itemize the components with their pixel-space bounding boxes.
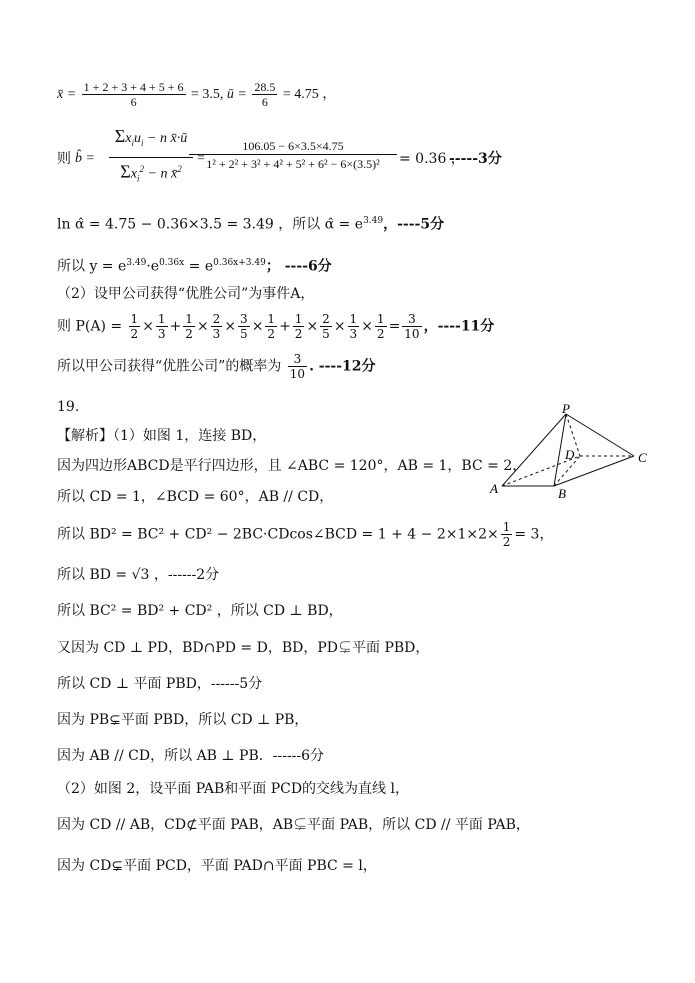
prob-prefix: 则 P(A) = — [57, 318, 123, 335]
conclusion-line — [57, 352, 376, 381]
part2-setup: （2）如图 2，设平面 PAB和平面 PCD的交线为直线 l， — [57, 781, 409, 797]
label-p: P — [562, 404, 570, 416]
score-12: . ----12分 — [309, 358, 376, 375]
label-b: B — [558, 486, 566, 501]
score-3: -----3分 — [449, 151, 502, 167]
b-hat-numeric-fraction — [189, 138, 397, 173]
label-a: A — [490, 481, 498, 496]
label-d: D — [565, 447, 575, 462]
bd-cos-den: 2 — [502, 535, 511, 549]
pyramid-figure — [488, 404, 658, 504]
parallelogram-given: 因为四边形ABCD是平行四边形，且 ∠ABC = 120°，AB = 1，BC = 2， — [57, 458, 527, 474]
ln-alpha-exp: 3.49 — [363, 216, 384, 226]
cd-perp-pd: 又因为 CD ⊥ PD，BD∩PD = D，BD，PD⊊平面 PBD， — [57, 640, 430, 656]
score-11: ，----11分 — [423, 318, 495, 335]
b-hat-numerator: 106.05 − 6×3.5×4.75 — [242, 139, 344, 153]
bd-cosine-law — [57, 520, 553, 549]
xbar-formula: x̄ = $\frac{1 + 2 + 3 + 4 + 5 + 6}{6}$ = 3.5, ū = $\frac{28.5}{6}$ = 4.75 ， — [57, 80, 337, 109]
edge-pa — [502, 414, 566, 486]
ab-perp-pb: 因为 AB // CD，所以 AB ⊥ PB．------6分 — [57, 748, 325, 764]
ln-alpha-text: ln α̂ = 4.75 − 0.36×3.5 = 3.49 ，所以 α̂ = e — [57, 216, 364, 233]
label-c: C — [638, 450, 647, 465]
cd-perp-bd: 所以 BC² = BD² + CD² ，所以 CD ⊥ BD， — [57, 603, 343, 619]
edge-pc — [566, 414, 634, 456]
conclusion-den: 10 — [289, 367, 306, 381]
bd-sqrt3: 所以 BD = √3 ，------2分 — [57, 567, 220, 583]
probability-line: 则 P(A) = $\frac{1}{2}$ × $\frac{1}{3}$ + $\frac{1}{2}$ × $\frac{2}{3}$ × $\frac{3}{5}$ × $\frac{1}{2}$ + $\frac{1}{2}$ × $\frac{2}{5}$ × $\frac{1}{3}$ × $\frac{1}{2}$ = $\frac{3}{10}$ ，----11分 — [57, 312, 495, 341]
conclusion-num: 3 — [288, 352, 307, 367]
cd-perp-pb: 因为 PB⊊平面 PBD，所以 CD ⊥ PB， — [57, 712, 309, 728]
bd-cos-num: 1 — [502, 520, 511, 534]
b-hat-denominator: 1² + 2² + 3² + 4² + 5² + 6² − 6×(3.5)² — [189, 154, 397, 173]
ln-alpha-line — [57, 212, 444, 234]
analysis-start: 【解析】（1）如图 1，连接 BD， — [57, 428, 267, 444]
question-number: 19. — [57, 399, 80, 415]
part2-intro: （2）设甲公司获得“优胜公司”为事件A， — [57, 286, 315, 302]
score-6a: ； ----6分 — [265, 258, 332, 275]
score-5a: ，----5分 — [383, 216, 445, 233]
cd-parallel-plane: 因为 CD // AB，CD⊄平面 PAB，AB⊊平面 PAB，所以 CD // 平面 PAB， — [57, 817, 530, 833]
b-hat-prefix: 则 — [57, 151, 71, 167]
mean-line — [57, 80, 336, 109]
y-eq-start: 所以 y = e — [57, 258, 127, 275]
cd-perp-plane: 所以 CD ⊥ 平面 PBD，------5分 — [57, 676, 263, 692]
bd-cos-prefix: 所以 BD² = BC² + CD² − 2BC·CDcos∠BCD = 1 + 4 − 2×1×2× — [57, 526, 499, 543]
b-hat-result: = 0.36 ， — [399, 151, 465, 167]
bd-cos-suffix: = 3， — [514, 526, 554, 543]
plane-intersection: 因为 CD⊊平面 PCD，平面 PAD∩平面 PBC = l， — [57, 858, 377, 874]
conclusion-prefix: 所以甲公司获得“优胜公司”的概率为 — [57, 358, 282, 375]
cd-equals: 所以 CD = 1，∠BCD = 60°，AB // CD， — [57, 489, 334, 505]
y-equation-line: 所以 $y = e^{3.49}\cdot e^{0.36x} = e^{0.36x+3.49}$； ----6分 — [57, 258, 332, 275]
